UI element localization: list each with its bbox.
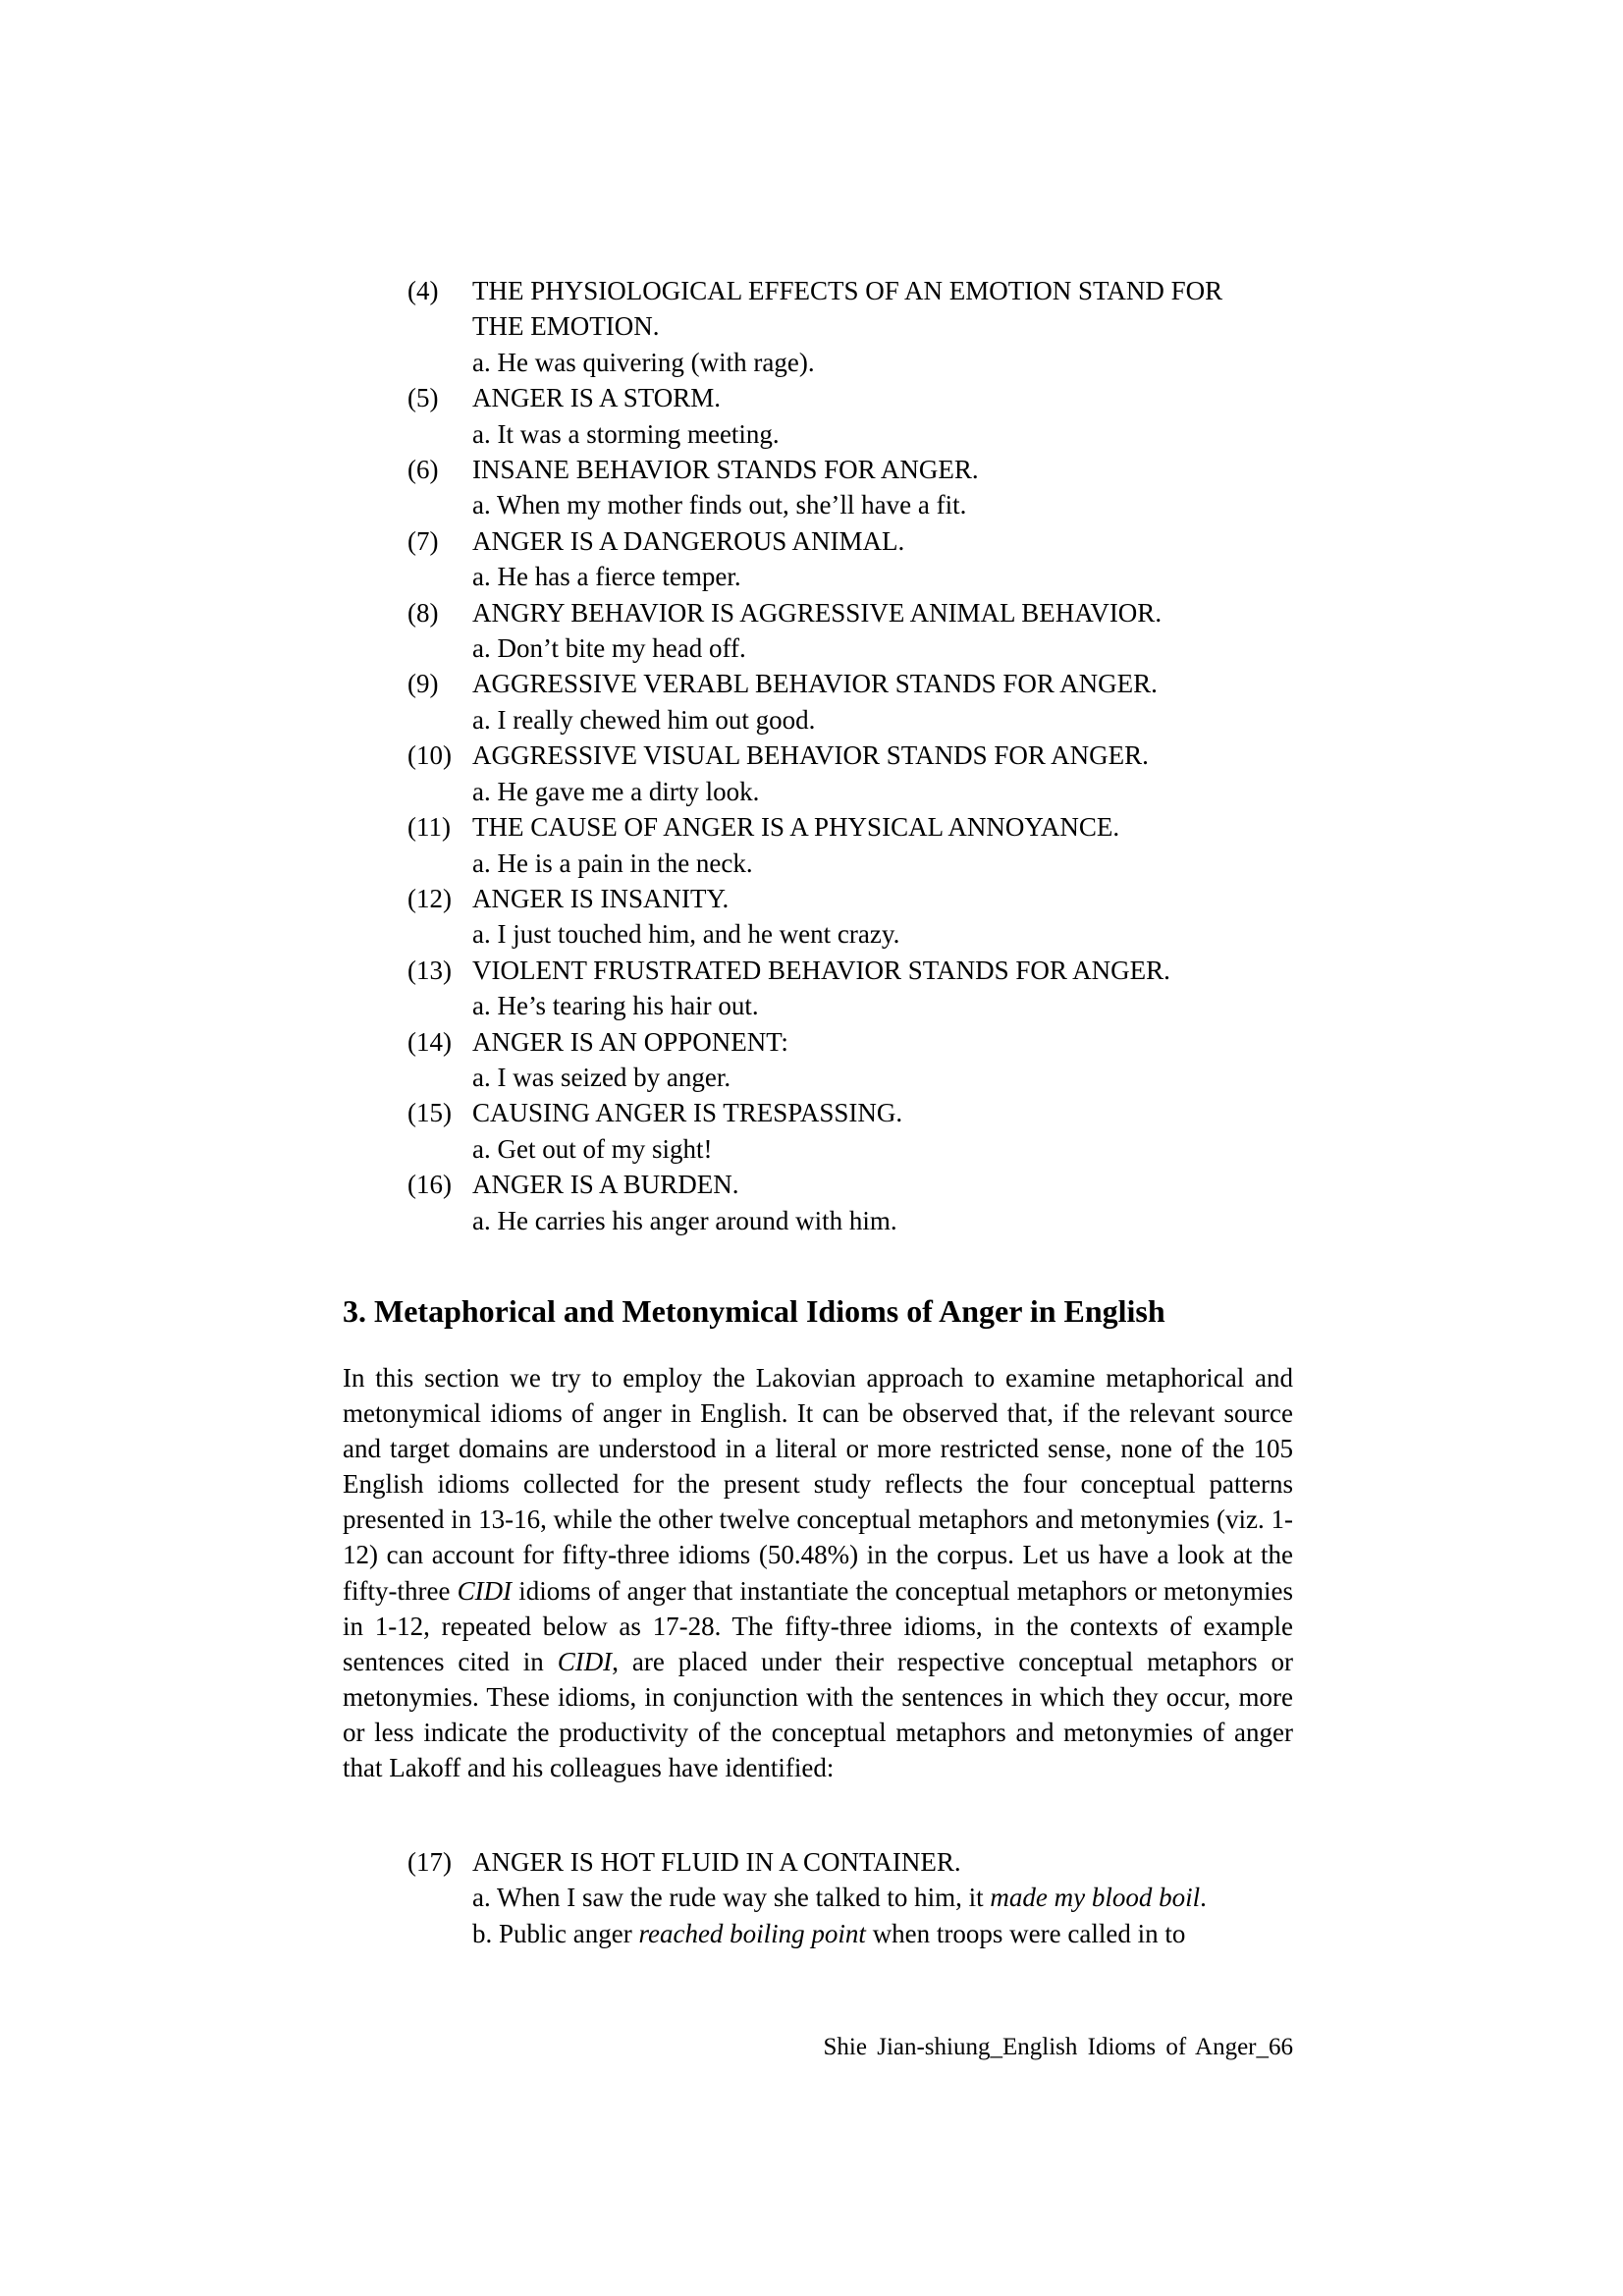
list-item <box>407 738 1321 809</box>
list-item <box>407 809 1321 881</box>
example-sentence: a. He is a pain in the neck. <box>472 847 753 878</box>
list-item <box>407 452 1321 523</box>
metaphor-claim: AGGRESSIVE VISUAL BEHAVIOR STANDS FOR ANGER. <box>472 740 1149 771</box>
metaphor-claim: THE PHYSIOLOGICAL EFFECTS OF AN EMOTION STAND FOR <box>472 276 1223 305</box>
list-item <box>407 595 1321 667</box>
cidi-term: CIDI <box>557 1646 613 1676</box>
idiom-phrase: made my blood boil <box>990 1883 1201 1913</box>
paragraph-text: In this section we try to employ the Lakovian approach to examine metaphorical and metonymical idioms of anger in English. It can be observed that, if the relevant source and target domains are understood in a literal or more restricted sense, none of the 105 English idioms collected for the present study reflects the four conceptual patterns presented in 13-16, while the other twelve conceptual metaphors and metonymies (viz. 1-12) can account for fifty-three idioms (50.48%) in the corpus. Let us have a look at the fifty-three <box>343 1363 1293 1606</box>
item-number: (12) <box>407 883 452 913</box>
cidi-term: CIDI <box>457 1575 513 1606</box>
idiom-example-list <box>407 1844 1321 1951</box>
metaphor-claim: ANGER IS A DANGEROUS ANIMAL. <box>472 525 905 556</box>
example-sentence: a. It was a storming meeting. <box>472 418 780 449</box>
example-sentence: a. Get out of my sight! <box>472 1133 713 1164</box>
metaphor-claim: ANGER IS INSANITY. <box>472 883 730 913</box>
list-item <box>407 273 1321 380</box>
item-number: (13) <box>407 955 452 985</box>
example-text: a. When I saw the rude way she talked to him, it <box>472 1883 991 1913</box>
item-number: (10) <box>407 740 452 771</box>
page-footer: Shie Jian-shiung_English Idioms of Anger_66 <box>823 2034 1293 2060</box>
example-sentence <box>472 1880 1321 1915</box>
example-text: b. Public anger <box>472 1918 639 1948</box>
section-heading: 3. Metaphorical and Metonymical Idioms of Anger in English <box>343 1293 1165 1329</box>
item-number: (6) <box>407 455 439 485</box>
item-number: (9) <box>407 669 439 699</box>
metaphor-claim: ANGER IS AN OPPONENT: <box>472 1026 788 1057</box>
metaphor-claim: AGGRESSIVE VERABL BEHAVIOR STANDS FOR ANGER. <box>472 669 1158 699</box>
metaphor-claim: ANGER IS HOT FLUID IN A CONTAINER. <box>472 1847 961 1877</box>
metaphor-claim: THE CAUSE OF ANGER IS A PHYSICAL ANNOYANCE. <box>472 812 1120 843</box>
item-number: (5) <box>407 383 439 413</box>
example-sentence <box>472 1916 1321 1951</box>
paragraph-text: , are placed under their respective conceptual metaphors or metonymies. These idioms, in conjunction with the sentences in which they occur, more or less indicate the productivity of the conceptual metaphors and metonymies of anger that Lakoff and his colleagues have identified: <box>343 1646 1293 1783</box>
example-text: . <box>1200 1883 1207 1913</box>
paragraph-text: idioms of anger that instantiate the conceptual metaphors or metonymies in 1-12, repeated below as 17-28. The fifty-three idioms, in the contexts of example sentences cited in <box>343 1575 1294 1676</box>
list-item <box>407 666 1321 738</box>
idiom-phrase: reached boiling point <box>638 1918 866 1948</box>
metaphor-claim: VIOLENT FRUSTRATED BEHAVIOR STANDS FOR ANGER. <box>472 955 1170 985</box>
metaphor-claim: INSANE BEHAVIOR STANDS FOR ANGER. <box>472 455 979 485</box>
example-sentence: a. He gave me a dirty look. <box>472 776 760 806</box>
example-text: when troops were called in to <box>865 1918 1186 1948</box>
example-sentence: a. He carries his anger around with him. <box>472 1205 897 1235</box>
list-item <box>407 1024 1321 1096</box>
example-sentence: a. He has a fierce temper. <box>472 562 741 592</box>
metaphor-claim: THE EMOTION. <box>472 311 660 342</box>
item-number: (16) <box>407 1170 452 1200</box>
list-item <box>407 380 1321 452</box>
list-item <box>407 953 1321 1024</box>
example-sentence: a. When my mother finds out, she’ll have a fit. <box>472 490 967 520</box>
list-item <box>407 1844 1321 1951</box>
item-number: (4) <box>407 276 439 305</box>
item-number: (15) <box>407 1098 452 1128</box>
metaphor-claim: CAUSING ANGER IS TRESPASSING. <box>472 1098 903 1128</box>
item-number: (8) <box>407 597 439 628</box>
item-number: (14) <box>407 1026 452 1057</box>
example-sentence: a. I really chewed him out good. <box>472 704 816 735</box>
item-number: (11) <box>407 812 451 843</box>
metaphor-claim: ANGER IS A STORM. <box>472 383 722 413</box>
example-sentence: a. I was seized by anger. <box>472 1062 731 1092</box>
example-sentence: a. He’s tearing his hair out. <box>472 991 759 1021</box>
body-paragraph <box>343 1360 1293 1785</box>
list-item <box>407 1167 1321 1238</box>
item-number: (17) <box>407 1847 452 1877</box>
example-sentence: a. I just touched him, and he went crazy. <box>472 919 900 950</box>
conceptual-metaphor-list <box>407 273 1321 1238</box>
metaphor-claim: ANGER IS A BURDEN. <box>472 1170 739 1200</box>
list-item <box>407 881 1321 953</box>
list-item <box>407 523 1321 595</box>
metaphor-claim: ANGRY BEHAVIOR IS AGGRESSIVE ANIMAL BEHAVIOR. <box>472 597 1163 628</box>
item-number: (7) <box>407 525 439 556</box>
example-sentence: a. Don’t bite my head off. <box>472 633 746 664</box>
example-sentence: a. He was quivering (with rage). <box>472 347 815 377</box>
list-item <box>407 1095 1321 1167</box>
